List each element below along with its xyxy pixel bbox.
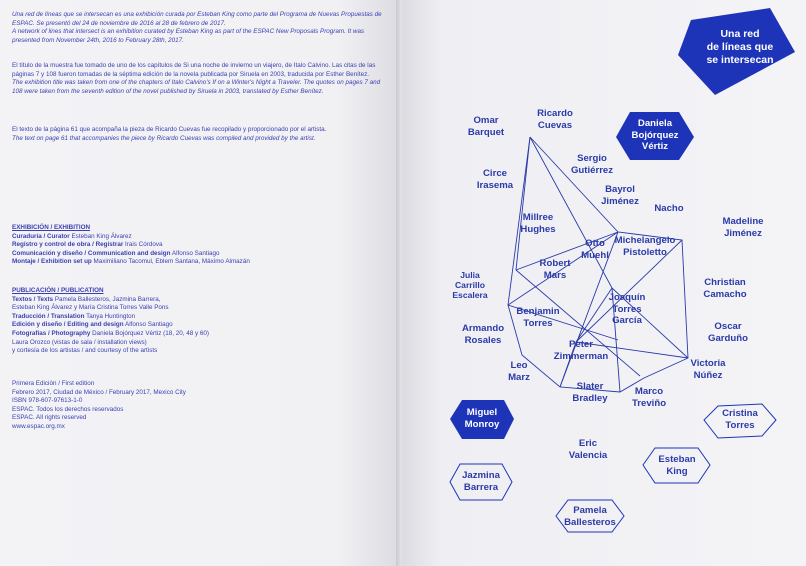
- isbn: ISBN 978-607-97613-1-0: [12, 397, 83, 405]
- name-peter-zimmerman: Peter Zimmerman: [553, 339, 609, 362]
- name-victoria-nunez: Victoria Núñez: [690, 358, 726, 381]
- credit-row: y cortesía de los artistas / and courtesy of the artists: [12, 347, 158, 355]
- exhibition-credits: [12, 224, 382, 267]
- credit-row: Edición y diseño / Editing and design Alfonso Santiago: [12, 321, 173, 329]
- credit-row: Comunicación y diseño / Communication and design Alfonso Santiago: [12, 249, 220, 257]
- name-daniela-bojorquez: Daniela Bojórquez Vértiz: [631, 118, 679, 152]
- credit-row: Traducción / Translation Tanya Huntington: [12, 312, 136, 320]
- page61-note-es: El texto de la página 61 que acompaña la pieza de Ricardo Cuevas fue recopilado y proporcionado por el artista.: [12, 126, 327, 133]
- name-madeline-jimenez: Madeline Jiménez: [722, 216, 764, 239]
- name-esteban-king: Esteban King: [658, 454, 696, 477]
- credit-row: Esteban King Álvarez y María Cristina Torres Valle Pons: [12, 304, 169, 312]
- name-armando-rosales: Armando Rosales: [461, 323, 505, 346]
- name-christian-camacho: Christian Camacho: [703, 277, 747, 300]
- exhibition-heading: EXHIBICIÓN / EXHIBITION: [12, 224, 91, 231]
- page61-note-paragraph: [12, 126, 382, 143]
- name-otto-muehl: Otto Muehl: [581, 238, 609, 261]
- name-julia-carrillo: Julia Carrillo Escalera: [452, 270, 488, 300]
- credit-row: Curaduría / Curator Esteban King Álvarez: [12, 232, 132, 240]
- publication-heading: PUBLICACIÓN / PUBLICATION: [12, 287, 104, 294]
- name-nacho: Nacho: [654, 203, 684, 214]
- colophon-page: [0, 0, 398, 566]
- name-bayrol-jimenez: Bayrol Jiménez: [601, 184, 639, 207]
- name-miguel-monroy: Miguel Monroy: [464, 407, 500, 430]
- name-robert-mars: Robert Mars: [539, 258, 571, 281]
- page61-note-en: The text on page 61 that accompanies the piece by Ricardo Cuevas was compiled and provided by the artist.: [12, 134, 316, 142]
- website: www.espac.org.mx: [12, 422, 65, 430]
- intro-en: A network of lines that intersect is an exhibition curated by Esteban King as part of the ESPAC New Proposals Program. It was presented from November 24th, 2016 to February 28th, 2017.: [12, 28, 365, 44]
- intro-paragraph: [12, 11, 382, 45]
- edition-date: Febrero 2017, Ciudad de México / February 2017, Mexico City: [12, 388, 186, 396]
- name-circe-irasema: Circe Irasema: [476, 168, 514, 191]
- name-millree-hughes: Millree Hughes: [520, 212, 556, 235]
- intro-es: Una red de líneas que se intersecan es una exhibición curada por Esteban King como parte del Programa de Nuevas Propuestas de ESPAC. Se presentó del 24 de noviembre de 2016 al 28 de febrero de 2017.: [12, 11, 382, 27]
- credit-row: Montaje / Exhibition set up Maximiliano Tacomul, Eblem Santana, Máximo Almazán: [12, 258, 250, 266]
- title-note-paragraph: [12, 62, 382, 96]
- name-ricardo-cuevas: Ricardo Cuevas: [537, 108, 573, 131]
- name-joaquin-torres-garcia: Joaquín Torres García: [608, 292, 646, 326]
- credit-row: Laura Orozco (vistas de sala / installation views): [12, 338, 147, 346]
- rights-es: ESPAC. Todos los derechos reservados: [12, 405, 124, 413]
- edition-line: Primera Edición / First edition: [12, 380, 95, 387]
- name-michelangelo-pistoletto: Michelangelo Pistoletto: [614, 235, 676, 258]
- publication-credits: [12, 287, 382, 356]
- name-cristina-torres: Cristina Torres: [722, 408, 758, 431]
- rights-en: ESPAC. All rights reserved: [12, 414, 87, 422]
- credit-row: Textos / Texts Pamela Ballesteros, Jazmina Barrera,: [12, 295, 161, 303]
- name-sergio-gutierrez: Sergio Gutiérrez: [570, 153, 614, 176]
- credit-row: Fotografías / Photography Daniela Bojórquez Vértiz (18, 20, 48 y 60): [12, 329, 210, 337]
- name-slater-bradley: Slater Bradley: [572, 381, 608, 404]
- edition-info: [12, 380, 382, 432]
- name-eric-valencia: Eric Valencia: [568, 438, 608, 461]
- network-title: Una red de líneas que se intersecan: [706, 28, 774, 66]
- name-benjamin-torres: Benjamin Torres: [516, 306, 560, 329]
- name-oscar-garduno: Oscar Garduño: [708, 321, 748, 344]
- network-page: [400, 0, 806, 566]
- title-note-es: El título de la muestra fue tomado de uno de los capítulos de Si una noche de invierno un viajero, de Italo Calvino. Las citas de las páginas 7 y 108 fueron tomadas de la séptima edición de la novela publicada por Siruela en 2003, traducida por Esther Benítez.: [12, 62, 376, 78]
- name-pamela-ballesteros: Pamela Ballesteros: [564, 505, 616, 528]
- name-leo-marz: Leo Marz: [508, 360, 530, 383]
- name-jazmina-barrera: Jazmina Barrera: [462, 470, 500, 493]
- credit-row: Registro y control de obra / Registrar Irais Córdova: [12, 241, 163, 249]
- title-note-en: The exhibition title was taken from one of the chapters of Italo Calvino's If on a Winter's Night a Traveler. The quotes on pages 7 and 108 were taken from the seventh edition of the novel published by Siruela in 2003, translated by Esther Benítez.: [12, 79, 381, 95]
- name-marco-trevino: Marco Treviño: [631, 386, 667, 409]
- name-omar-barquet: Omar Barquet: [467, 115, 505, 138]
- book-gutter: [396, 0, 402, 566]
